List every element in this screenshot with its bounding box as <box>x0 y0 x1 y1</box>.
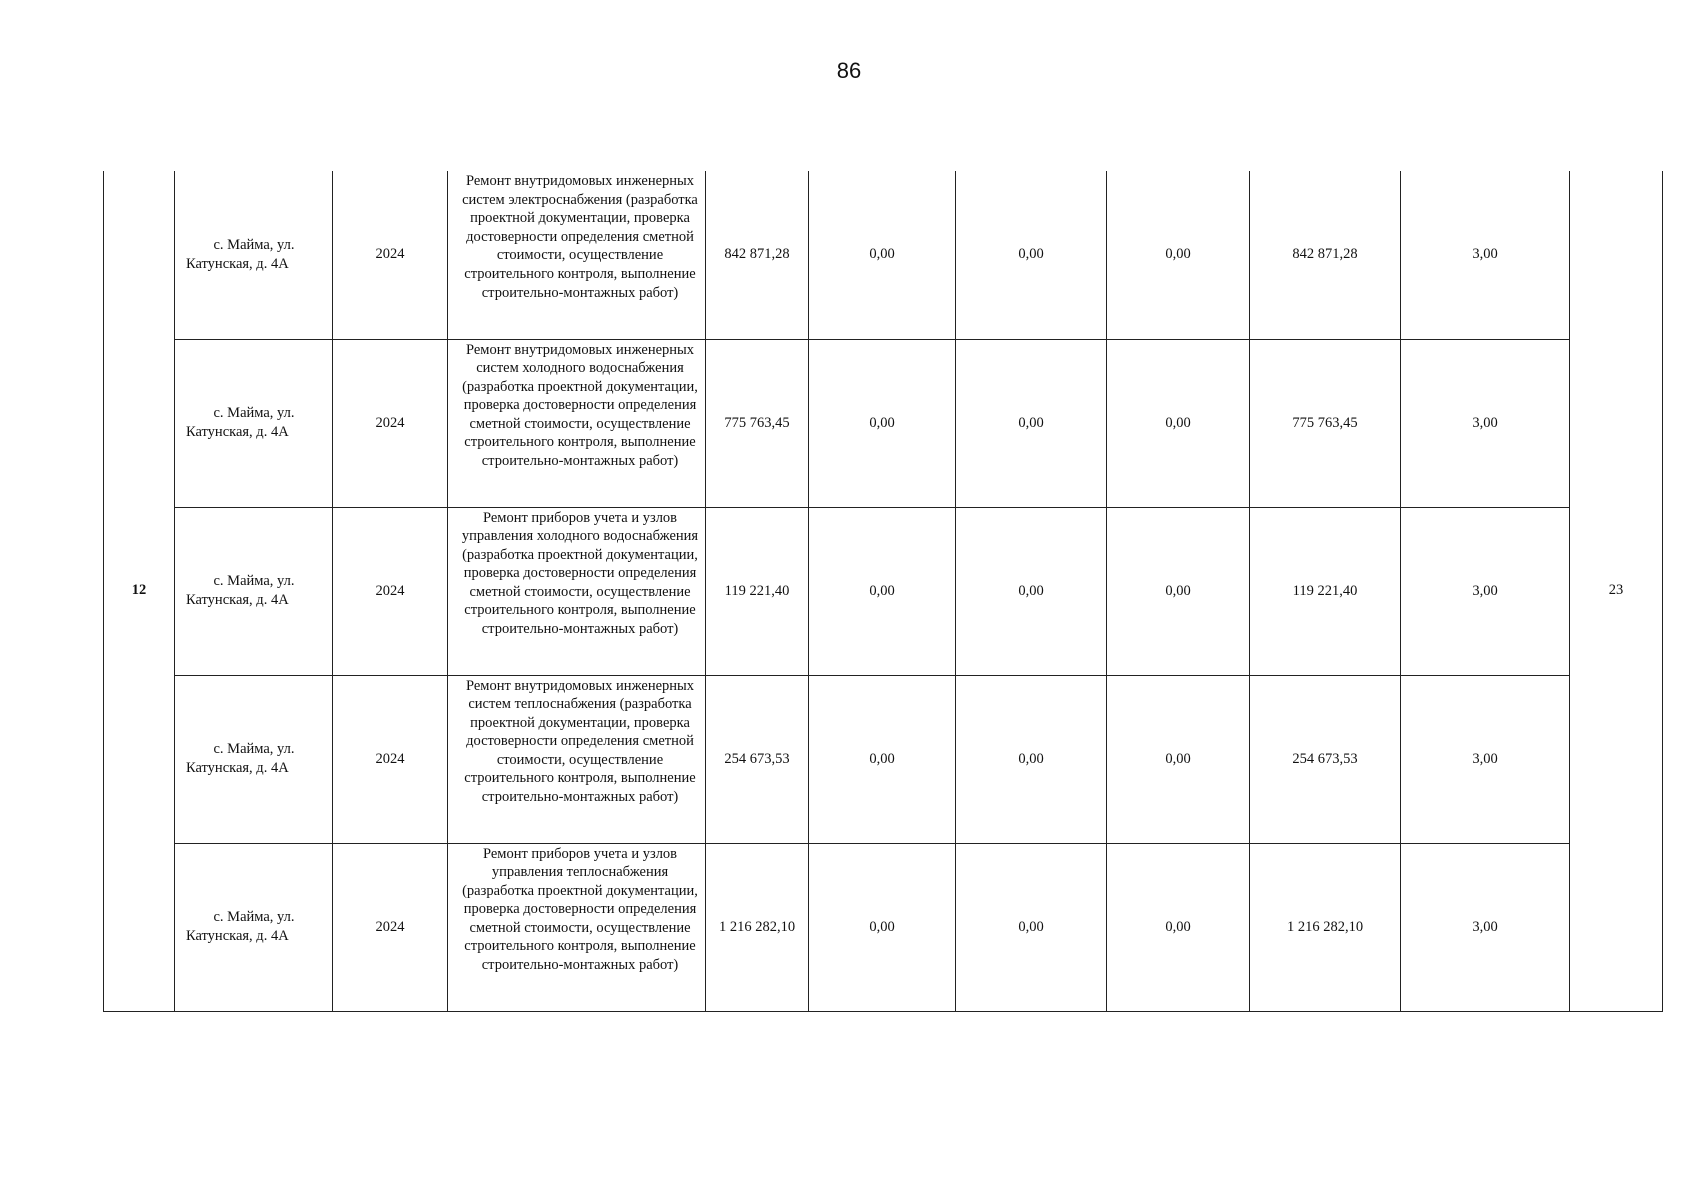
page-number: 86 <box>836 58 862 83</box>
amount-cell: 0,00 <box>1107 675 1250 843</box>
total-cost-cell: 119 221,40 <box>706 507 809 675</box>
amount-cell: 0,00 <box>809 339 956 507</box>
description-cell <box>448 339 706 507</box>
description-cell <box>448 675 706 843</box>
year-cell: 2024 <box>333 843 448 1011</box>
amount-cell: 0,00 <box>1107 843 1250 1011</box>
amount-cell: 254 673,53 <box>1250 675 1401 843</box>
amount-cell: 775 763,45 <box>1250 339 1401 507</box>
rate-cell: 3,00 <box>1401 843 1570 1011</box>
address-cell: с. Майма, ул. Катунская, д. 4А <box>175 675 333 843</box>
rate-cell: 3,00 <box>1401 675 1570 843</box>
total-cost-cell: 842 871,28 <box>706 171 809 339</box>
amount-cell: 1 216 282,10 <box>1250 843 1401 1011</box>
total-cost-cell: 775 763,45 <box>706 339 809 507</box>
amount-cell: 0,00 <box>956 675 1107 843</box>
description-text: Ремонт внутридомовых инженерных систем теплоснабжения (разработка проектной документации, проверка достоверности определения сметной стоимости, осуществление строительного контроля, выполнение строительно-монтажных работ) <box>464 677 696 806</box>
amount-cell: 0,00 <box>809 171 956 339</box>
total-cost-cell: 1 216 282,10 <box>706 843 809 1011</box>
description-cell <box>448 507 706 675</box>
description-text: Ремонт приборов учета и узлов управления холодного водоснабжения (разработка проектной документации, проверка достоверности определения сметной стоимости, осуществление строительного контроля, выполнение строительно-монтажных работ) <box>461 509 699 638</box>
table-row <box>104 171 1663 339</box>
year-cell: 2024 <box>333 507 448 675</box>
group-total-cell: 23 <box>1570 171 1663 1011</box>
address-cell: с. Майма, ул. Катунская, д. 4А <box>175 171 333 339</box>
group-number: 12 <box>104 171 175 1011</box>
table-row <box>104 507 1663 675</box>
description-text: Ремонт приборов учета и узлов управления теплоснабжения (разработка проектной документации, проверка достоверности определения сметной стоимости, осуществление строительного контроля, выполнение строительно-монтажных работ) <box>462 845 698 974</box>
address-cell: с. Майма, ул. Катунская, д. 4А <box>175 507 333 675</box>
address-cell: с. Майма, ул. Катунская, д. 4А <box>175 339 333 507</box>
address-cell: с. Майма, ул. Катунская, д. 4А <box>175 843 333 1011</box>
table-row <box>104 843 1663 1011</box>
description-cell <box>448 171 706 339</box>
amount-cell: 119 221,40 <box>1250 507 1401 675</box>
works-table <box>103 171 1663 1012</box>
amount-cell: 0,00 <box>956 843 1107 1011</box>
amount-cell: 0,00 <box>1107 339 1250 507</box>
total-cost-cell: 254 673,53 <box>706 675 809 843</box>
table-row <box>104 675 1663 843</box>
rate-cell: 3,00 <box>1401 339 1570 507</box>
amount-cell: 842 871,28 <box>1250 171 1401 339</box>
description-text: Ремонт внутридомовых инженерных систем электроснабжения (разработка проектной документации, проверка достоверности определения сметной стоимости, осуществление строительного контроля, выполнение строительно-монтажных работ) <box>462 173 698 301</box>
description-text: Ремонт внутридомовых инженерных систем холодного водоснабжения (разработка проектной документации, проверка достоверности определения сметной стоимости, осуществление строительного контроля, выполнение строительно-монтажных работ) <box>462 341 698 470</box>
amount-cell: 0,00 <box>809 507 956 675</box>
amount-cell: 0,00 <box>1107 507 1250 675</box>
year-cell: 2024 <box>333 171 448 339</box>
year-cell: 2024 <box>333 339 448 507</box>
amount-cell: 0,00 <box>809 843 956 1011</box>
rate-cell: 3,00 <box>1401 507 1570 675</box>
year-cell: 2024 <box>333 675 448 843</box>
amount-cell: 0,00 <box>1107 171 1250 339</box>
amount-cell: 0,00 <box>956 507 1107 675</box>
amount-cell: 0,00 <box>956 171 1107 339</box>
amount-cell: 0,00 <box>956 339 1107 507</box>
table-row <box>104 339 1663 507</box>
rate-cell: 3,00 <box>1401 171 1570 339</box>
description-cell <box>448 843 706 1011</box>
amount-cell: 0,00 <box>809 675 956 843</box>
